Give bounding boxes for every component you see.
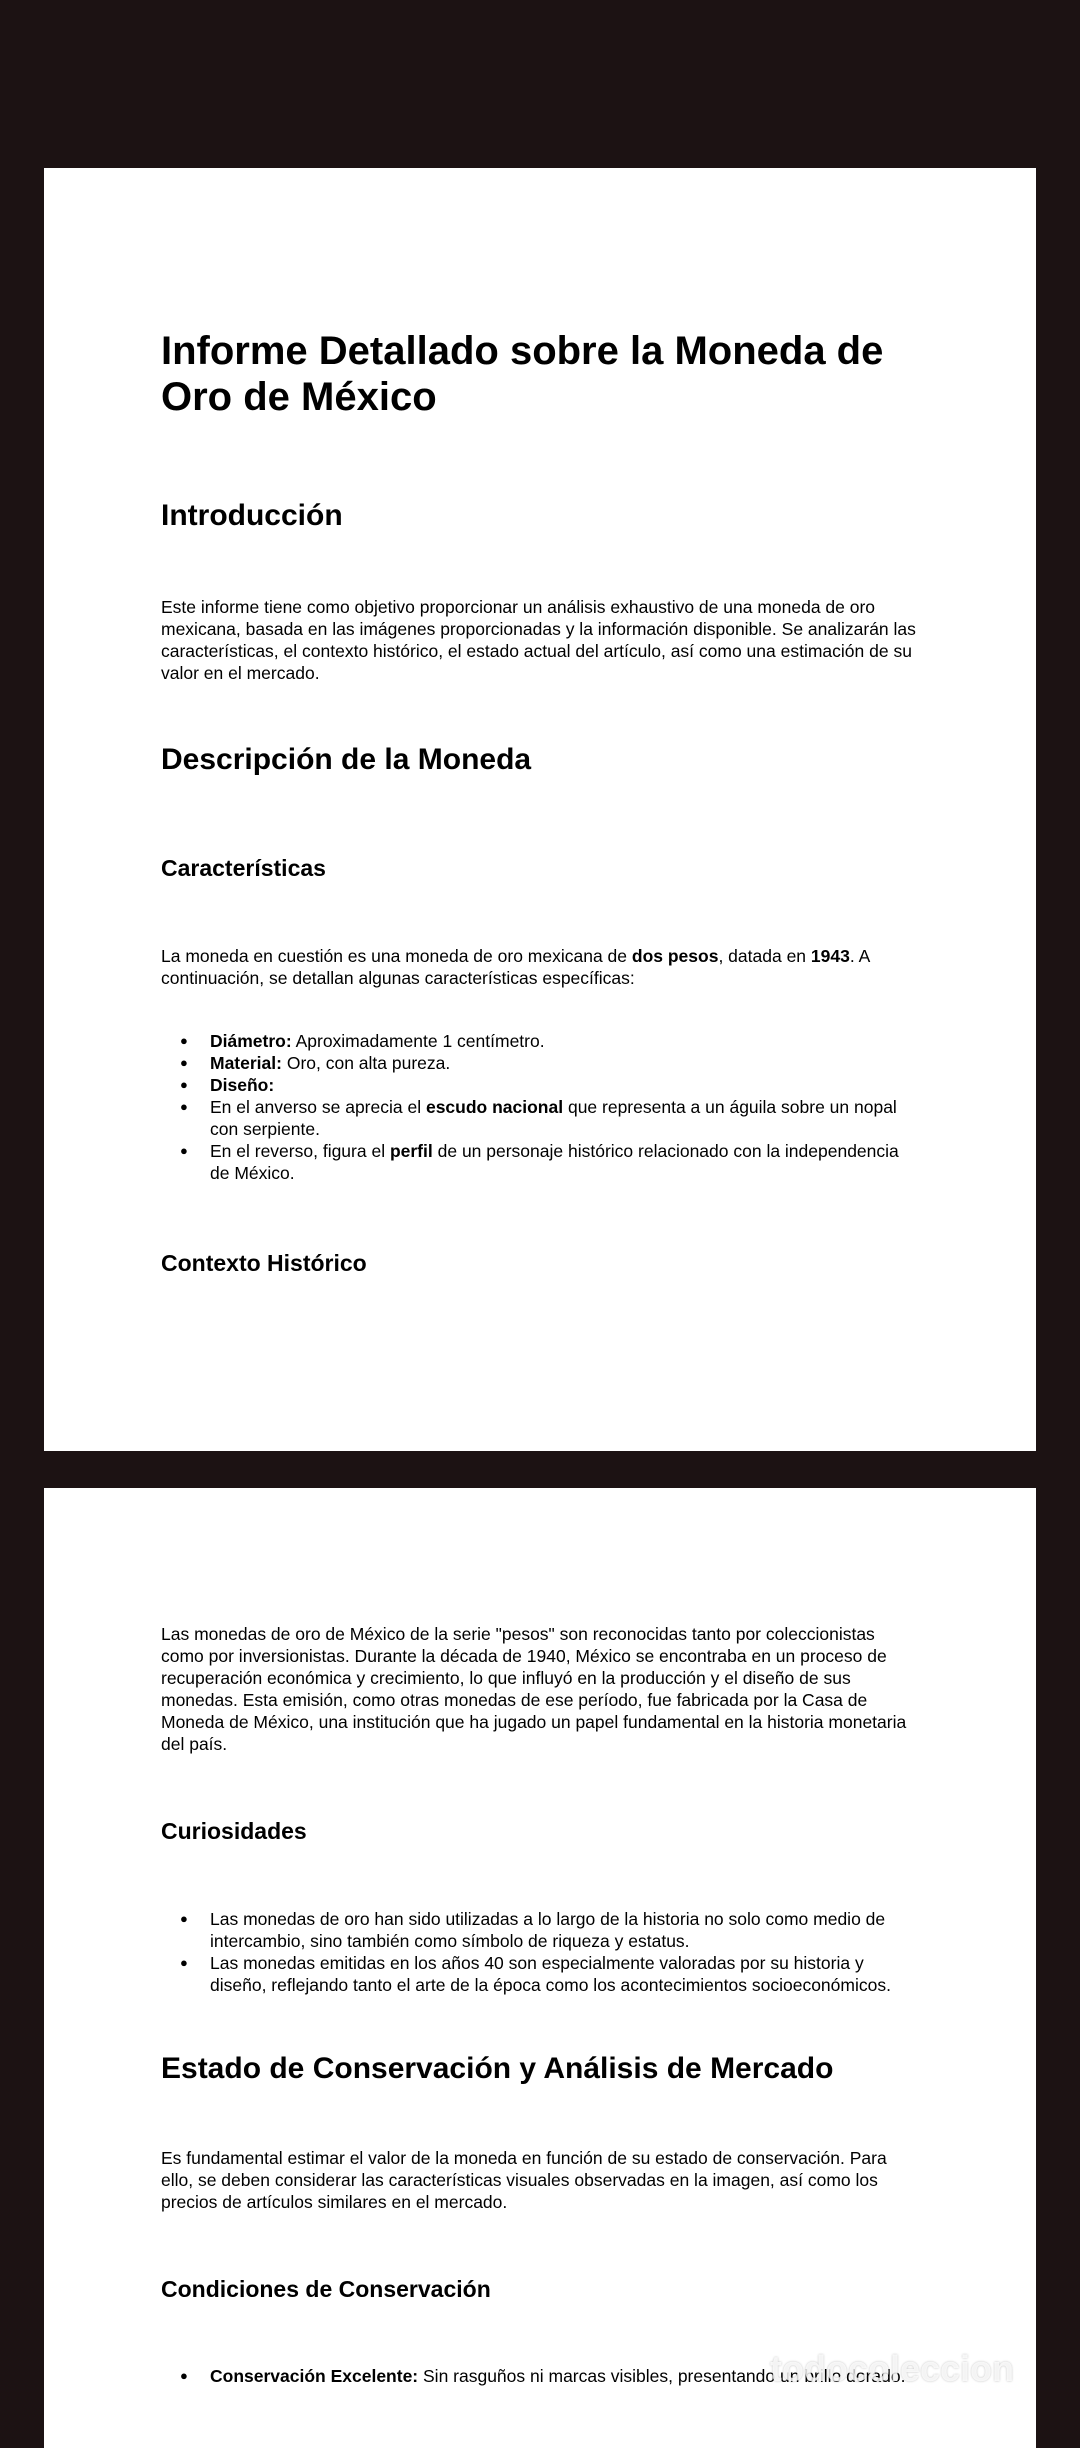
document-page-2: [44, 1488, 1036, 2448]
list-item: ● Las monedas emitidas en los años 40 son especialmente valoradas por su historia y diseño, reflejando tanto el arte de la época como los acontecimientos socioeconómicos.: [161, 1952, 921, 1996]
list-item: [161, 1052, 921, 1074]
features-list: [161, 1030, 921, 1184]
list-item-text: Sin rasguños ni marcas visibles, presentando un brillo dorado.: [418, 2366, 906, 2386]
list-item: [161, 1030, 921, 1052]
bold-dos-pesos: dos pesos: [631, 946, 719, 966]
list-item-label: Conservación Excelente:: [210, 2366, 419, 2386]
list-item: [161, 1140, 921, 1184]
curiosities-list: [161, 1908, 921, 1996]
paragraph-caracteristicas: [161, 945, 921, 989]
heading-caracteristicas: Características: [161, 855, 326, 881]
paragraph-estado-conservacion: Es fundamental estimar el valor de la moneda en función de su estado de conservación. Para ello, se deben considerar las características visuales observadas en la imagen, así como los precios de artículos similares en el mercado.: [161, 2148, 887, 2212]
heading-descripcion: Descripción de la Moneda: [161, 743, 532, 776]
heading-contexto-historico: Contexto Histórico: [161, 1250, 367, 1276]
list-item-text: Oro, con alta pureza.: [281, 1053, 451, 1073]
list-item-label: Material:: [210, 1053, 282, 1073]
list-item-text: En el anverso se aprecia el: [210, 1097, 426, 1117]
heading-estado-conservacion: Estado de Conservación y Análisis de Mercado: [161, 2052, 834, 2085]
paragraph-contexto-historico: Las monedas de oro de México de la serie "pesos" son reconocidas tanto por coleccionistas como por inversionistas. Durante la década de 1940, México se encontraba en un proceso de recuperación económica y crecimiento, lo que influyó en la producción y el diseño de sus monedas. Esta emisión, como otras monedas de ese período, fue fabricada por la Casa de Moneda de México, una institución que ha jugado un papel fundamental en la historia monetaria del país.: [161, 1624, 907, 1754]
page-2-content: [161, 1623, 921, 2387]
document-title: Informe Detallado sobre la Moneda de Oro de México: [161, 329, 884, 419]
heading-condiciones-conservacion: Condiciones de Conservación: [161, 2276, 491, 2302]
list-item-text: de un personaje histórico relacionado con la independencia de México.: [210, 1141, 899, 1183]
text-segment: La moneda en cuestión es una moneda de oro mexicana de: [161, 946, 632, 966]
text-segment: , datada en: [718, 946, 811, 966]
bold-year: 1943: [810, 946, 850, 966]
text-segment: . A continuación, se detallan algunas características específicas:: [161, 946, 870, 988]
list-item-label: Diámetro:: [210, 1031, 292, 1051]
list-item: ● Las monedas de oro han sido utilizadas a lo largo de la historia no solo como medio de intercambio, sino también como símbolo de riqueza y estatus.: [161, 1908, 921, 1952]
list-item-text: En el reverso, figura el: [210, 1141, 390, 1161]
paragraph-introduccion: Este informe tiene como objetivo proporcionar un análisis exhaustivo de una moneda de oro mexicana, basada en las imágenes proporcionadas y la información disponible. Se analizarán las características, el contexto histórico, el estado actual del artículo, así como una estimación de su valor en el mercado.: [161, 597, 916, 683]
list-item-label: perfil: [389, 1141, 433, 1161]
list-item-label: Diseño:: [210, 1075, 275, 1095]
document-page-1: [44, 168, 1036, 1451]
list-item-label: escudo nacional: [425, 1097, 564, 1117]
list-item-text: que representa a un águila sobre un nopal con serpiente.: [210, 1097, 897, 1139]
heading-curiosidades: Curiosidades: [161, 1818, 307, 1844]
list-item: [161, 1096, 921, 1140]
page-1-content: [161, 328, 921, 1277]
watermark-logo: todocoleccion: [770, 2348, 1015, 2389]
list-item-text: Aproximadamente 1 centímetro.: [291, 1031, 545, 1051]
list-item: [161, 1074, 921, 1096]
heading-introduccion: Introducción: [161, 499, 343, 532]
